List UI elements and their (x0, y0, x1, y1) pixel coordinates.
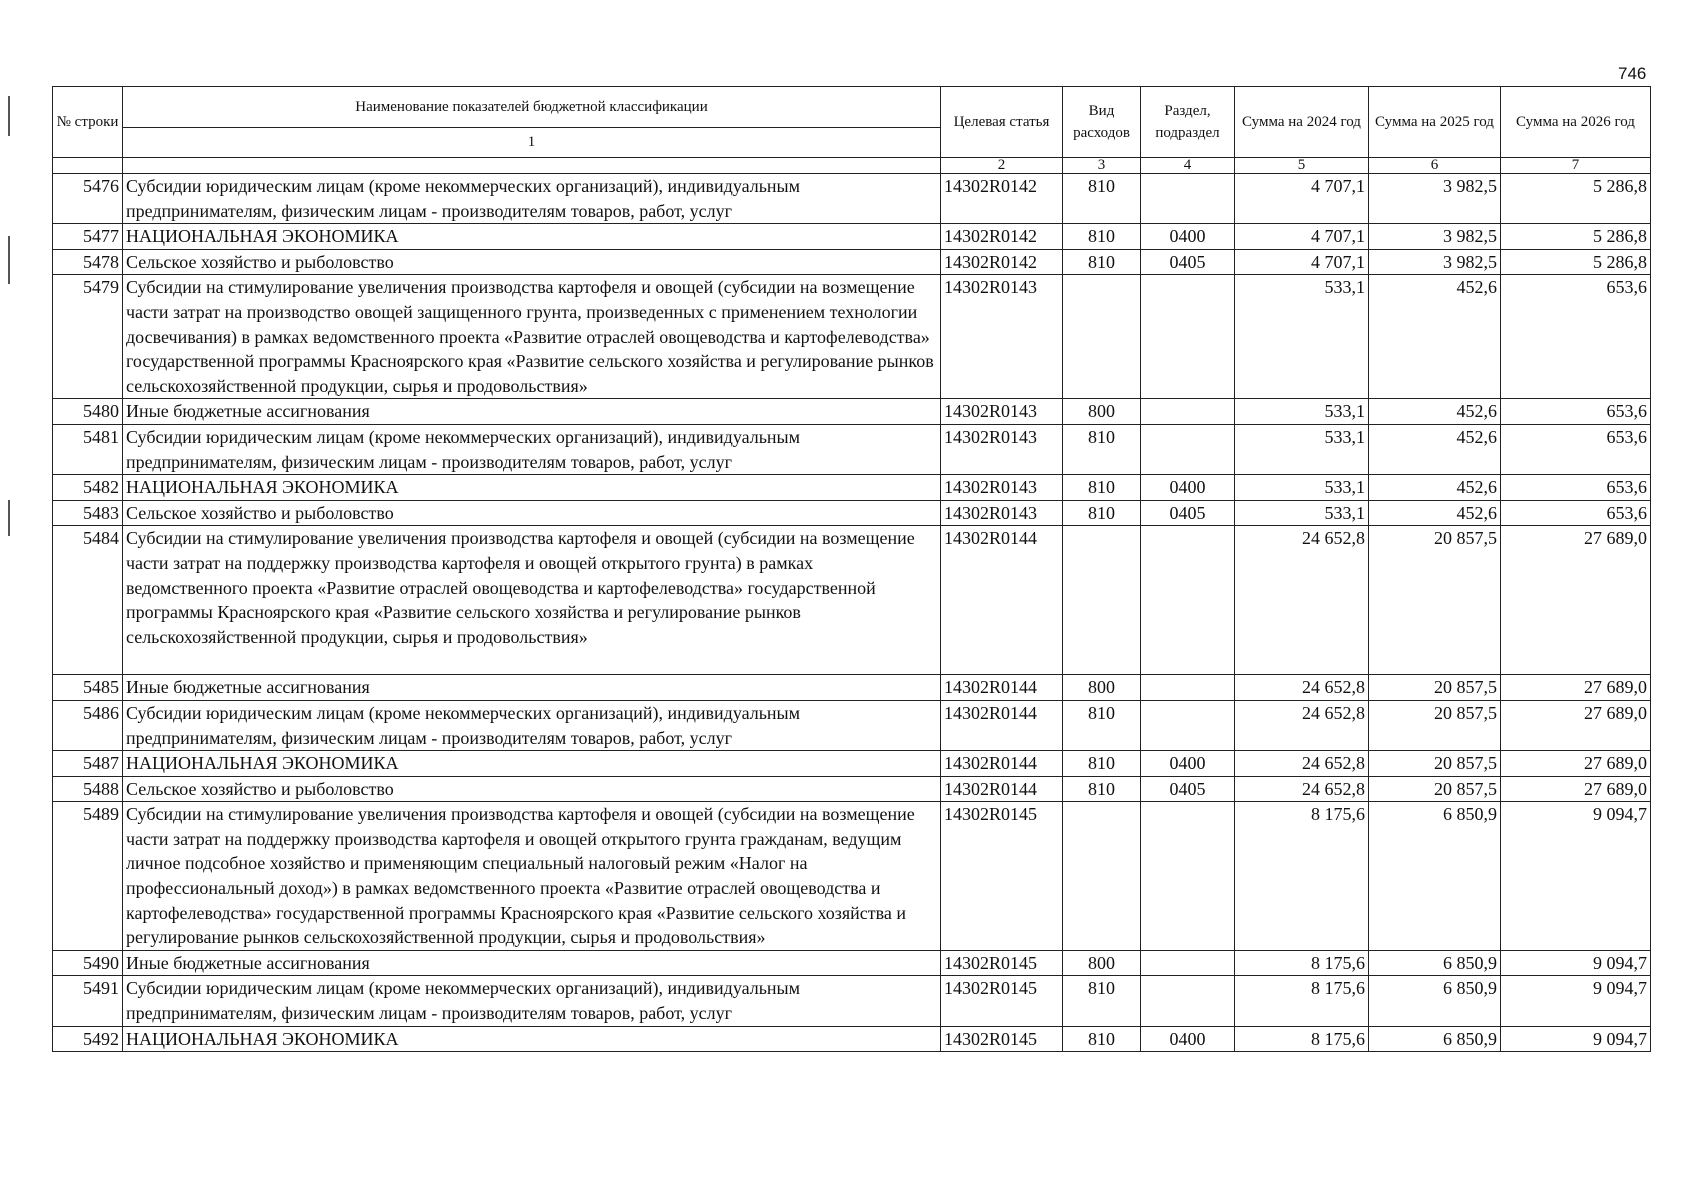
header-2026: Сумма на 2026 год (1501, 87, 1651, 158)
row-sum-2024: 533,1 (1235, 500, 1369, 526)
row-section: 0405 (1141, 249, 1235, 275)
row-number: 5488 (53, 776, 123, 802)
row-sum-2025: 20 857,5 (1369, 751, 1501, 777)
table-row (53, 976, 1651, 1026)
table-row (53, 224, 1651, 250)
row-sum-2025: 6 850,9 (1369, 976, 1501, 1026)
row-sum-2024: 533,1 (1235, 475, 1369, 501)
row-sum-2026: 5 286,8 (1501, 249, 1651, 275)
row-sum-2026: 27 689,0 (1501, 526, 1651, 675)
row-sum-2024: 24 652,8 (1235, 700, 1369, 750)
row-type: 810 (1063, 475, 1141, 501)
table-row (53, 1026, 1651, 1052)
header-type: Вид расходов (1063, 87, 1141, 158)
row-sum-2026: 27 689,0 (1501, 675, 1651, 701)
row-sum-2024: 24 652,8 (1235, 776, 1369, 802)
row-name: Иные бюджетные ассигнования (123, 950, 941, 976)
header-section: Раздел, подраздел (1141, 87, 1235, 158)
row-name: НАЦИОНАЛЬНАЯ ЭКОНОМИКА (123, 1026, 941, 1052)
row-type: 810 (1063, 700, 1141, 750)
row-number: 5489 (53, 802, 123, 951)
row-name: Субсидии юридическим лицам (кроме некоммерческих организаций), индивидуальным предпринимателям, физическим лицам - производителям товаров, работ, услуг (123, 976, 941, 1026)
row-name: Сельское хозяйство и рыболовство (123, 500, 941, 526)
row-name: Субсидии на стимулирование увеличения производства картофеля и овощей (субсидии на возмещение части затрат на поддержку производства картофеля и овощей открытого грунта гражданам, ведущим личное подсобное хозяйство и применяющим специальный налоговый режим «Налог на профессиональный доход») в рамках ведомственного проекта «Развитие отраслей овощеводства и картофелеводства» государственной программы Красноярского края «Развитие сельского хозяйства и регулирование рынков сельскохозяйственной продукции, сырья и продовольствия» (123, 802, 941, 951)
row-type (1063, 275, 1141, 399)
row-name: Сельское хозяйство и рыболовство (123, 776, 941, 802)
table-row (53, 675, 1651, 701)
row-type: 800 (1063, 399, 1141, 425)
header-row (53, 87, 1651, 128)
row-number: 5487 (53, 751, 123, 777)
row-sum-2026: 653,6 (1501, 475, 1651, 501)
row-sum-2024: 533,1 (1235, 399, 1369, 425)
row-number: 5477 (53, 224, 123, 250)
table-row (53, 500, 1651, 526)
row-number: 5491 (53, 976, 123, 1026)
row-section (1141, 424, 1235, 474)
row-section (1141, 802, 1235, 951)
row-sum-2025: 452,6 (1369, 424, 1501, 474)
row-number: 5492 (53, 1026, 123, 1052)
scan-artifact (8, 236, 10, 284)
table-row (53, 399, 1651, 425)
row-sum-2026: 9 094,7 (1501, 802, 1651, 951)
scan-artifact (8, 96, 10, 136)
row-sum-2026: 5 286,8 (1501, 174, 1651, 224)
row-sum-2025: 3 982,5 (1369, 174, 1501, 224)
row-name: Иные бюджетные ассигнования (123, 399, 941, 425)
table-row (53, 751, 1651, 777)
row-sum-2025: 20 857,5 (1369, 526, 1501, 675)
row-target: 14302R0145 (941, 1026, 1063, 1052)
table-row (53, 700, 1651, 750)
row-sum-2025: 452,6 (1369, 475, 1501, 501)
row-target: 14302R0142 (941, 224, 1063, 250)
row-section (1141, 275, 1235, 399)
column-number: 4 (1141, 158, 1235, 174)
row-sum-2024: 24 652,8 (1235, 675, 1369, 701)
row-target: 14302R0144 (941, 526, 1063, 675)
row-sum-2024: 4 707,1 (1235, 174, 1369, 224)
column-number (123, 158, 941, 174)
row-type: 810 (1063, 174, 1141, 224)
row-number: 5484 (53, 526, 123, 675)
row-sum-2026: 9 094,7 (1501, 1026, 1651, 1052)
header-2024: Сумма на 2024 год (1235, 87, 1369, 158)
row-type (1063, 802, 1141, 951)
table-row (53, 424, 1651, 474)
row-target: 14302R0144 (941, 675, 1063, 701)
table-row (53, 249, 1651, 275)
table-row (53, 776, 1651, 802)
header-2025: Сумма на 2025 год (1369, 87, 1501, 158)
row-sum-2025: 3 982,5 (1369, 224, 1501, 250)
row-type: 800 (1063, 950, 1141, 976)
row-sum-2026: 27 689,0 (1501, 751, 1651, 777)
row-sum-2026: 27 689,0 (1501, 700, 1651, 750)
row-target: 14302R0143 (941, 424, 1063, 474)
row-type: 810 (1063, 424, 1141, 474)
page-number: 746 (1618, 64, 1647, 83)
row-number: 5490 (53, 950, 123, 976)
row-sum-2025: 6 850,9 (1369, 802, 1501, 951)
row-target: 14302R0142 (941, 174, 1063, 224)
table-row (53, 802, 1651, 951)
row-name: НАЦИОНАЛЬНАЯ ЭКОНОМИКА (123, 751, 941, 777)
row-number: 5485 (53, 675, 123, 701)
row-sum-2024: 8 175,6 (1235, 976, 1369, 1026)
row-sum-2026: 9 094,7 (1501, 950, 1651, 976)
row-type (1063, 526, 1141, 675)
row-section: 0400 (1141, 475, 1235, 501)
row-type: 810 (1063, 249, 1141, 275)
row-sum-2024: 8 175,6 (1235, 802, 1369, 951)
row-sum-2024: 4 707,1 (1235, 224, 1369, 250)
row-name: Субсидии на стимулирование увеличения производства картофеля и овощей (субсидии на возмещение части затрат на поддержку производства картофеля и овощей открытого грунта) в рамках ведомственного проекта «Развитие отраслей овощеводства и картофелеводства» государственной программы Красноярского края «Развитие сельского хозяйства и регулирование рынков сельскохозяйственной продукции, сырья и продовольствия» (123, 526, 941, 675)
table-row (53, 526, 1651, 675)
row-section (1141, 174, 1235, 224)
column-number: 3 (1063, 158, 1141, 174)
row-number: 5476 (53, 174, 123, 224)
row-section (1141, 675, 1235, 701)
row-number: 5486 (53, 700, 123, 750)
budget-table (52, 86, 1651, 1052)
row-sum-2024: 533,1 (1235, 275, 1369, 399)
row-target: 14302R0144 (941, 700, 1063, 750)
row-sum-2024: 8 175,6 (1235, 950, 1369, 976)
row-sum-2024: 8 175,6 (1235, 1026, 1369, 1052)
row-sum-2025: 3 982,5 (1369, 249, 1501, 275)
column-number (53, 158, 123, 174)
row-section: 0400 (1141, 1026, 1235, 1052)
row-sum-2025: 6 850,9 (1369, 950, 1501, 976)
row-type: 800 (1063, 675, 1141, 701)
row-number: 5478 (53, 249, 123, 275)
row-sum-2025: 20 857,5 (1369, 675, 1501, 701)
row-name: Сельское хозяйство и рыболовство (123, 249, 941, 275)
row-sum-2026: 653,6 (1501, 275, 1651, 399)
row-type: 810 (1063, 776, 1141, 802)
row-section (1141, 526, 1235, 675)
row-name: НАЦИОНАЛЬНАЯ ЭКОНОМИКА (123, 224, 941, 250)
row-number: 5479 (53, 275, 123, 399)
table-row (53, 475, 1651, 501)
row-name: НАЦИОНАЛЬНАЯ ЭКОНОМИКА (123, 475, 941, 501)
row-target: 14302R0145 (941, 802, 1063, 951)
row-sum-2026: 653,6 (1501, 500, 1651, 526)
row-target: 14302R0143 (941, 275, 1063, 399)
row-section: 0400 (1141, 751, 1235, 777)
row-type: 810 (1063, 1026, 1141, 1052)
row-sum-2025: 452,6 (1369, 500, 1501, 526)
row-section (1141, 399, 1235, 425)
table-row (53, 275, 1651, 399)
header-name-number: 1 (123, 127, 941, 157)
row-number: 5481 (53, 424, 123, 474)
row-sum-2024: 24 652,8 (1235, 526, 1369, 675)
header-target: Целевая статья (941, 87, 1063, 158)
column-number: 7 (1501, 158, 1651, 174)
row-sum-2026: 653,6 (1501, 424, 1651, 474)
row-name: Субсидии юридическим лицам (кроме некоммерческих организаций), индивидуальным предпринимателям, физическим лицам - производителям товаров, работ, услуг (123, 700, 941, 750)
row-sum-2025: 6 850,9 (1369, 1026, 1501, 1052)
row-sum-2025: 452,6 (1369, 399, 1501, 425)
scan-artifact (8, 500, 10, 536)
table-row (53, 950, 1651, 976)
row-type: 810 (1063, 224, 1141, 250)
row-type: 810 (1063, 976, 1141, 1026)
header-row-no: № строки (53, 87, 123, 158)
row-sum-2025: 20 857,5 (1369, 700, 1501, 750)
row-number: 5482 (53, 475, 123, 501)
row-sum-2026: 27 689,0 (1501, 776, 1651, 802)
row-target: 14302R0143 (941, 399, 1063, 425)
row-number: 5480 (53, 399, 123, 425)
row-section (1141, 950, 1235, 976)
row-target: 14302R0144 (941, 751, 1063, 777)
table-row (53, 174, 1651, 224)
row-sum-2025: 452,6 (1369, 275, 1501, 399)
row-section: 0405 (1141, 500, 1235, 526)
row-name: Иные бюджетные ассигнования (123, 675, 941, 701)
row-type: 810 (1063, 751, 1141, 777)
column-number: 6 (1369, 158, 1501, 174)
row-sum-2025: 20 857,5 (1369, 776, 1501, 802)
row-name: Субсидии юридическим лицам (кроме некоммерческих организаций), индивидуальным предпринимателям, физическим лицам - производителям товаров, работ, услуг (123, 424, 941, 474)
row-section (1141, 976, 1235, 1026)
row-name: Субсидии юридическим лицам (кроме некоммерческих организаций), индивидуальным предпринимателям, физическим лицам - производителям товаров, работ, услуг (123, 174, 941, 224)
row-sum-2026: 9 094,7 (1501, 976, 1651, 1026)
row-sum-2024: 24 652,8 (1235, 751, 1369, 777)
row-sum-2026: 653,6 (1501, 399, 1651, 425)
row-target: 14302R0143 (941, 475, 1063, 501)
row-target: 14302R0144 (941, 776, 1063, 802)
row-target: 14302R0142 (941, 249, 1063, 275)
row-name: Субсидии на стимулирование увеличения производства картофеля и овощей (субсидии на возмещение части затрат на производство овощей защищенного грунта, произведенных с применением технологии досвечивания) в рамках ведомственного проекта «Развитие отраслей овощеводства и картофелеводства» государственной программы Красноярского края «Развитие сельского хозяйства и регулирование рынков сельскохозяйственной продукции, сырья и продовольствия» (123, 275, 941, 399)
row-sum-2026: 5 286,8 (1501, 224, 1651, 250)
row-type: 810 (1063, 500, 1141, 526)
column-number: 5 (1235, 158, 1369, 174)
header-name: Наименование показателей бюджетной классификации (123, 87, 941, 128)
row-section: 0400 (1141, 224, 1235, 250)
row-section: 0405 (1141, 776, 1235, 802)
row-section (1141, 700, 1235, 750)
row-target: 14302R0143 (941, 500, 1063, 526)
column-numbers-row (53, 158, 1651, 174)
row-number: 5483 (53, 500, 123, 526)
row-sum-2024: 4 707,1 (1235, 249, 1369, 275)
row-target: 14302R0145 (941, 976, 1063, 1026)
row-sum-2024: 533,1 (1235, 424, 1369, 474)
column-number: 2 (941, 158, 1063, 174)
row-target: 14302R0145 (941, 950, 1063, 976)
